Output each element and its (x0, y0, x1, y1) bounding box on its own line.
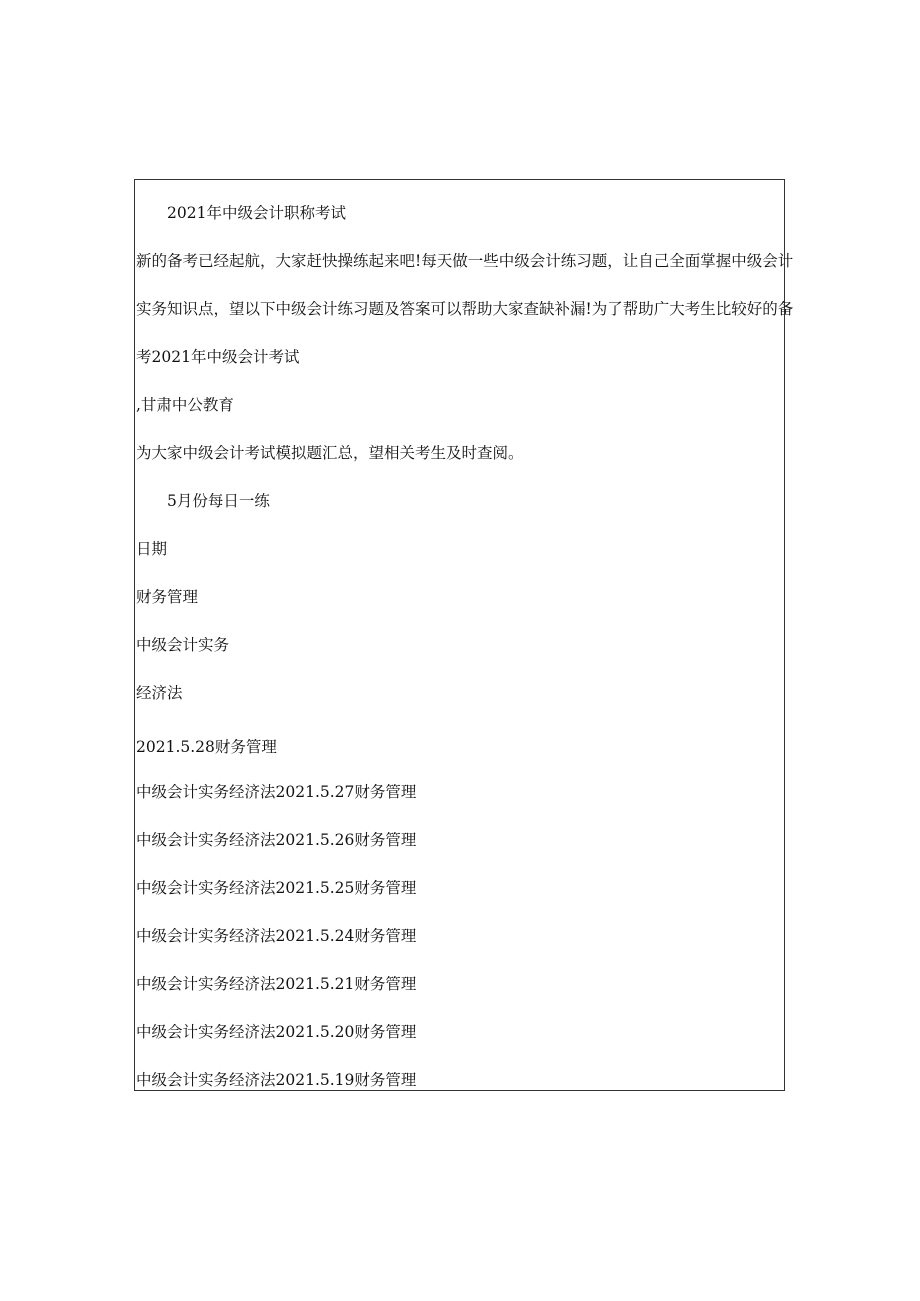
intro-line-2: 实务知识点，望以下中级会计练习题及答案可以帮助大家查缺补漏!为了帮助广大考生比较好的备 (136, 300, 794, 318)
header-economic-law: 经济法 (136, 684, 183, 702)
list-item: 中级会计实务经济法2021.5.26财务管理 (136, 831, 417, 849)
list-item: 2021.5.28财务管理 (136, 738, 277, 756)
list-item: 中级会计实务经济法2021.5.20财务管理 (136, 1023, 417, 1041)
list-item: 中级会计实务经济法2021.5.25财务管理 (136, 879, 417, 897)
list-item: 中级会计实务经济法2021.5.19财务管理 (136, 1071, 417, 1089)
list-item: 中级会计实务经济法2021.5.21财务管理 (136, 975, 417, 993)
org-line: ,甘肃中公教育 (136, 396, 234, 414)
intro-line-1: 新的备考已经起航，大家赶快操练起来吧!每天做一些中级会计练习题，让自己全面掌握中级会计 (136, 252, 794, 270)
header-date: 日期 (136, 540, 168, 558)
summary-line: 为大家中级会计考试模拟题汇总，望相关考生及时查阅。 (136, 444, 524, 462)
section-title: 5月份每日一练 (167, 492, 270, 510)
header-intermediate-accounting: 中级会计实务 (136, 636, 230, 654)
intro-line-3: 考2021年中级会计考试 (136, 348, 300, 366)
list-item: 中级会计实务经济法2021.5.24财务管理 (136, 927, 417, 945)
header-financial-management: 财务管理 (136, 588, 199, 606)
list-item: 中级会计实务经济法2021.5.27财务管理 (136, 783, 417, 801)
document-title: 2021年中级会计职称考试 (167, 204, 346, 222)
